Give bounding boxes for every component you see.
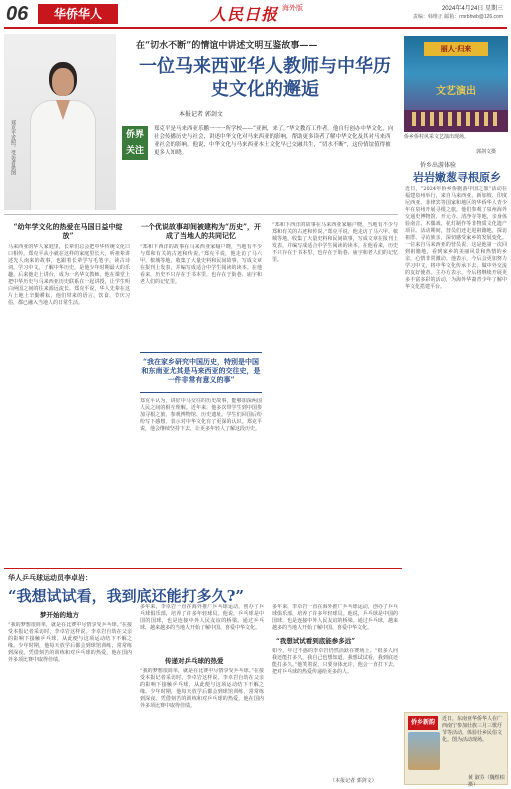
feature-kicker: 在“切水不断”的情谊中讲述文明互鉴故事—— [136,41,318,51]
column-tag: 侨界关注 [122,126,148,160]
bottom-subhead-2: 传递对乒乓球的热爱 [165,657,224,665]
bottom-credit: （本报记者 郭剑文） [330,778,377,784]
newspaper-edition: 海外版 [282,4,303,12]
bottom-column-3b: 如今，年过不惑的李卓岩仍然活跃在赛场上。“很多人问我还能打多久，我自己也想知道。我想试试看，我到底还能打多久。”他笑着说，只要身体允许，他会一直打下去，把对乒乓球的热爱传递给更多的人。 [272,648,398,675]
event-photo-credit: 郭剑文摄 [476,149,497,155]
sidebar-headline: 岩岩嫩葱寻根原乡 [413,171,501,184]
feature-headline: 一位马来西亚华人教师与中华历史文化的邂逅 [139,56,391,100]
publication-date: 2024年4月24日 星期三 [441,6,503,12]
performers [412,112,500,126]
middle-column-continued: 郑克平认为，讲好中马交往的历史故事，能够加深两国人民之间的相互理解。近年来，他多次带学生到中国参加寻根之旅，参观博物馆、历史遗址。学生们回国后纷纷写下感想，表示对中华文化有了更深的认识。郑克平说，他会继续坚持下去，让更多年轻人了解这段历史。 [140,398,262,432]
section-label: 华侨华人 [38,4,118,24]
bottom-story-rule [4,568,402,569]
feature-byline: 本报记者 郭剑文 [179,111,223,118]
header-rule [4,27,507,29]
photo-news-caption: 近日，东南亚华侨华人在广西南宁参加壮族三月三歌圩节等活动，体验壮乡民俗文化。图为活动现场。 [442,716,503,743]
event-title: 文艺演出 [436,86,476,97]
middle-column-text: “郑和下西洋的故事在马来西亚家喻户晓，当地有不少与郑和有关的古迹和传说。”郑克平说，他走访了马六甲、槟城等地，收集了大量史料和民间故事，写成文章在报刊上发表，并编写成适合中学生阅读的读本。在他看来，历史不只存在于书本里，也存在于街巷、庙宇和老人们的记忆里。 [140,244,262,285]
pull-quote-rule-bottom [140,392,262,393]
sidebar-body: 近日，“2024年侨乡侨胞游中国之旅”活动在福建泉州举行，来自马来西亚、新加坡、印度尼西亚、菲律宾等国家和地区的华侨华人青少年在泉州开展寻根之旅。他们参观了泉州海外交通史博物馆、开元寺、清净寺等地，亲身体验南音、木偶戏、花灯制作等非物质文化遗产项目。活动期间，营员们还走进祖籍地，探访祖厝、寻访族亲，深切感受家乡的发展变化。一位来自马来西亚的营员说，这是他第一次回到祖籍地，看到家乡的美丽风景和热情的乡亲，心情非常激动。他表示，今后会更加努力学习中文，将中华文化传承下去，做中外交流的友好使者。主办方表示，今后将继续开展更多丰富多彩的活动，为海外华裔青少年了解中华文化搭建平台。 [405,186,507,290]
event-banner: 丽人·归来 [424,42,488,56]
newspaper-logo: 人民日报 [210,5,279,24]
bottom-column-2a: 多年来，李卓岩一直在海外推广乒乓球运动，创办了乒乓球俱乐部，培养了许多年轻球员。他说，乒乓球是中国的国球，也是连接中外人民友谊的桥梁。通过乒乓球，越来越多的当地人开始了解中国、喜爱中华文化。 [140,604,264,631]
portrait-photo [4,34,116,210]
bottom-kicker: 华人乒乓球运动员李卓岩： [8,573,92,582]
event-photo [404,36,508,132]
page-number: 06 [6,3,29,25]
bottom-column-2b: “我的梦想很简单，就是在比赛中尽情享受乒乓球。”在接受本报记者采访时，李卓岩这样说。李卓岩自幼在父亲的影响下接触乒乓球，从此便与这项运动结下不解之缘。少年时期，他每天放学后都会到球馆训练，常常练到深夜。凭借刻苦的训练和对乒乓球的热爱，他在国内外多项比赛中取得佳绩。 [140,668,264,709]
page-header [0,0,511,28]
photo-news-credit: 黄 淑芬（魏煜柏 摄） [468,775,505,788]
middle-column-heading: 一个优说故事却间被建构为“历史”，开成了当地人的共同记忆 [140,222,262,240]
photo-news-label: 侨乡新韵 [408,716,438,730]
pull-quote: “我在家乡研究中国历史，特别是中国和东南亚尤其是马来西亚的交往史，是一件非常有意义的事” [141,357,261,384]
sidebar-kicker: 侨乡出游体验 [420,162,457,169]
bottom-column-1: “我的梦想很简单，就是在比赛中尽情享受乒乓球。”在接受本报记者采访时，李卓岩这样说。李卓岩自幼在父亲的影响下接触乒乓球，从此便与这项运动结下不解之缘。少年时期，他每天放学后都会到球馆训练，常常练到深夜。凭借刻苦的训练和对乒乓球的热爱，他在国内外多项比赛中取得佳绩。 [8,622,132,663]
right-column-text: “郑和下西洋的故事在马来西亚家喻户晓，当地有不少与郑和有关的古迹和传说。”郑克平说，他走访了马六甲、槟城等地，收集了大量史料和民间故事，写成文章在报刊上发表，并编写成适合中学生阅读的读本。在他看来，历史不只存在于书本里，也存在于街巷、庙宇和老人们的记忆里。 [272,222,398,263]
portrait-face [52,68,74,96]
portrait-caption: 郑克平近照。受访者供图 [10,120,16,175]
bottom-subhead-3: “我想试试看到底能参多远” [276,637,355,645]
bottom-column-3a: 多年来，李卓岩一直在海外推广乒乓球运动，创办了乒乓球俱乐部，培养了许多年轻球员。他说，乒乓球是中国的国球，也是连接中外人民友谊的桥梁。通过乒乓球，越来越多的当地人开始了解中国、喜爱中华文化。 [272,604,398,631]
left-column-text: 马来西亚的华人家庭里，长辈们总会把中华传统文化口口相传。郑克平从小就在这样的家庭里长大，听祖辈讲述先人南来的故事，也跟着长辈学写毛笔字、读古诗词。学习中文、了解中华历史，是他少年时期最大的乐趣。后来他走上讲台，成为一名华文教师。他在课堂上把中华历史与马来西亚历史联系在一起讲授，让学生明白两国之间的往来源远流长。郑克平说，华人先辈在这片土地上辛勤耕耘，他们带来的语言、饮食、节庆习俗，都已融入当地人的日常生活。 [8,244,130,306]
left-column-heading: “幼年学文化的热爱在马国日益中绽放” [13,222,123,240]
editor-contacts: 责编：韩维正 邮箱：rmrbhwb@126.com [412,14,503,20]
feature-lede: 郑克平是马来西亚乐鹏一一一所学校——“亚洲，来了。”华文教育工作者。他自行创办中华文化，向社会传播历史与社会，讲述中华文化对马来西亚的影响，帮助更多读者了解中华文化及其对马来西亚社会的影响。他说，中华文化与马来西亚本土文化早已交融共生，“切水不断”，这份情谊值得被更多人知晓。 [154,126,394,156]
bottom-subhead-1: 梦开始的地方 [40,611,79,619]
bottom-headline: “我想试试看，我到底还能打多久?” [8,587,245,605]
event-photo-caption: 侨乡侨村风采文艺演出现场。 [404,134,470,140]
pull-quote-rule-top [140,352,262,353]
feature-divider [4,214,398,215]
photo-news-image [408,732,440,770]
